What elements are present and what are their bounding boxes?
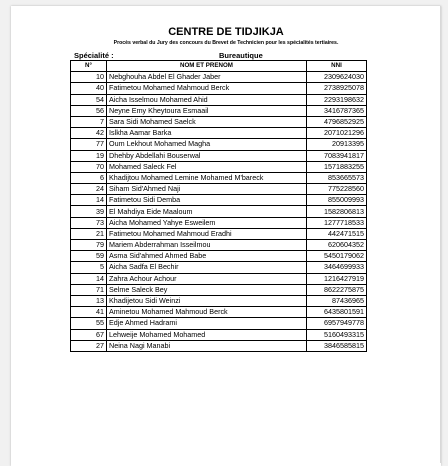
cell-nni: 2293198632 [307, 94, 367, 105]
cell-name: Lehweije Mohamed Mohamed [107, 329, 307, 340]
cell-name: Fatimetou Mohamed Mahmoud Eradhi [107, 228, 307, 239]
cell-nni: 620604352 [307, 240, 367, 251]
cell-number: 27 [71, 340, 107, 351]
page-title: CENTRE DE TIDJIKJA [168, 26, 284, 38]
table-row [71, 184, 367, 195]
table-row [71, 318, 367, 329]
cell-nni: 1582806813 [307, 206, 367, 217]
cell-nni: 3846585815 [307, 340, 367, 351]
cell-number: 42 [71, 128, 107, 139]
page-subtitle: Procès verbal du Jury des concours du Brevet de Technicien pour les spécialités tertiaires. [113, 40, 339, 46]
cell-number: 14 [71, 273, 107, 284]
cell-number: 71 [71, 284, 107, 295]
cell-nni: 7083941817 [307, 150, 367, 161]
cell-number: 39 [71, 206, 107, 217]
cell-number: 55 [71, 318, 107, 329]
cell-number: 79 [71, 240, 107, 251]
cell-name: Edje Ahmed Hadrami [107, 318, 307, 329]
cell-name: Khadijtou Mohamed Lemine Mohamed M'bareck [107, 172, 307, 183]
cell-name: Nebghouha Abdel El Ghader Jaber [107, 72, 307, 83]
cell-nni: 4796852925 [307, 116, 367, 127]
page-edge [440, 6, 441, 463]
cell-number: 77 [71, 139, 107, 150]
table-row [71, 150, 367, 161]
cell-nni: 5450179062 [307, 251, 367, 262]
table-row [71, 251, 367, 262]
cell-number: 24 [71, 184, 107, 195]
cell-name: Oum Lekhout Mohamed Magha [107, 139, 307, 150]
cell-name: Aicha Mohamed Yahye Esweilem [107, 217, 307, 228]
table-row [71, 116, 367, 127]
cell-nni: 855009993 [307, 195, 367, 206]
cell-nni: 20913395 [307, 139, 367, 150]
cell-nni: 3464699933 [307, 262, 367, 273]
cell-number: 40 [71, 83, 107, 94]
table-row [71, 83, 367, 94]
cell-name: Selme Saleck Bey [107, 284, 307, 295]
cell-name: Khadijetou Sidi Weinzi [107, 295, 307, 306]
header-name: NOM ET PRENOM [107, 61, 307, 72]
table-row [71, 172, 367, 183]
table-row [71, 105, 367, 116]
cell-number: 7 [71, 116, 107, 127]
table-row [71, 206, 367, 217]
cell-nni: 6435801591 [307, 307, 367, 318]
cell-number: 70 [71, 161, 107, 172]
header-number: N° [71, 61, 107, 72]
cell-nni: 6957949778 [307, 318, 367, 329]
table-row [71, 240, 367, 251]
cell-nni: 2309624030 [307, 72, 367, 83]
cell-number: 73 [71, 217, 107, 228]
table-row [71, 128, 367, 139]
header-nni: NNI [307, 61, 367, 72]
table-row [71, 262, 367, 273]
cell-number: 67 [71, 329, 107, 340]
table-row [71, 195, 367, 206]
cell-nni: 442471515 [307, 228, 367, 239]
cell-number: 10 [71, 72, 107, 83]
cell-name: Aicha Sadfa El Bechir [107, 262, 307, 273]
candidates-table [70, 60, 367, 352]
cell-name: Fatimetou Sidi Demba [107, 195, 307, 206]
cell-name: Sara Sidi Mohamed Saelck [107, 116, 307, 127]
cell-name: El Mahdiya Eide Maaloum [107, 206, 307, 217]
cell-number: 6 [71, 172, 107, 183]
cell-number: 19 [71, 150, 107, 161]
cell-number: 41 [71, 307, 107, 318]
cell-number: 21 [71, 228, 107, 239]
cell-name: Mohamed Saleck Fel [107, 161, 307, 172]
cell-name: Islkha Aamar Barka [107, 128, 307, 139]
table-row [71, 139, 367, 150]
table-row [71, 72, 367, 83]
cell-nni: 2738925078 [307, 83, 367, 94]
cell-number: 13 [71, 295, 107, 306]
table-row [71, 228, 367, 239]
table-row [71, 307, 367, 318]
table-row [71, 94, 367, 105]
cell-name: Neina Nagi Manabi [107, 340, 307, 351]
table-row [71, 217, 367, 228]
cell-number: 59 [71, 251, 107, 262]
table-header-row [71, 61, 367, 72]
cell-nni: 1216427919 [307, 273, 367, 284]
cell-nni: 775228560 [307, 184, 367, 195]
cell-nni: 2071021296 [307, 128, 367, 139]
cell-nni: 1571883255 [307, 161, 367, 172]
table-row [71, 329, 367, 340]
cell-name: Dhehby Abdellahi Bouserwal [107, 150, 307, 161]
cell-name: Aminetou Mohamed Mahmoud Berck [107, 307, 307, 318]
table-row [71, 340, 367, 351]
cell-number: 56 [71, 105, 107, 116]
cell-number: 54 [71, 94, 107, 105]
specialite-label: Spécialité : [74, 51, 114, 60]
table-row [71, 284, 367, 295]
cell-name: Fatimetou Mohamed Mahmoud Berck [107, 83, 307, 94]
cell-name: Aicha Isselmou Mohamed Ahid [107, 94, 307, 105]
cell-name: Asma Sid'ahmed Ahmed Babe [107, 251, 307, 262]
cell-name: Zahra Achour Achour [107, 273, 307, 284]
table-row [71, 273, 367, 284]
cell-number: 14 [71, 195, 107, 206]
document-page [11, 6, 441, 466]
cell-nni: 3416787365 [307, 105, 367, 116]
cell-nni: 8622275875 [307, 284, 367, 295]
cell-number: 5 [71, 262, 107, 273]
cell-nni: 5160493315 [307, 329, 367, 340]
cell-nni: 87436965 [307, 295, 367, 306]
cell-name: Neyne Emy Kheytoura Esmaail [107, 105, 307, 116]
cell-name: Siham Sid'Ahmed Naji [107, 184, 307, 195]
table-row [71, 161, 367, 172]
specialite-value: Bureautique [219, 51, 263, 60]
cell-nni: 853665573 [307, 172, 367, 183]
cell-nni: 1277718533 [307, 217, 367, 228]
cell-name: Mariem Abderrahman Isseilmou [107, 240, 307, 251]
table-row [71, 295, 367, 306]
